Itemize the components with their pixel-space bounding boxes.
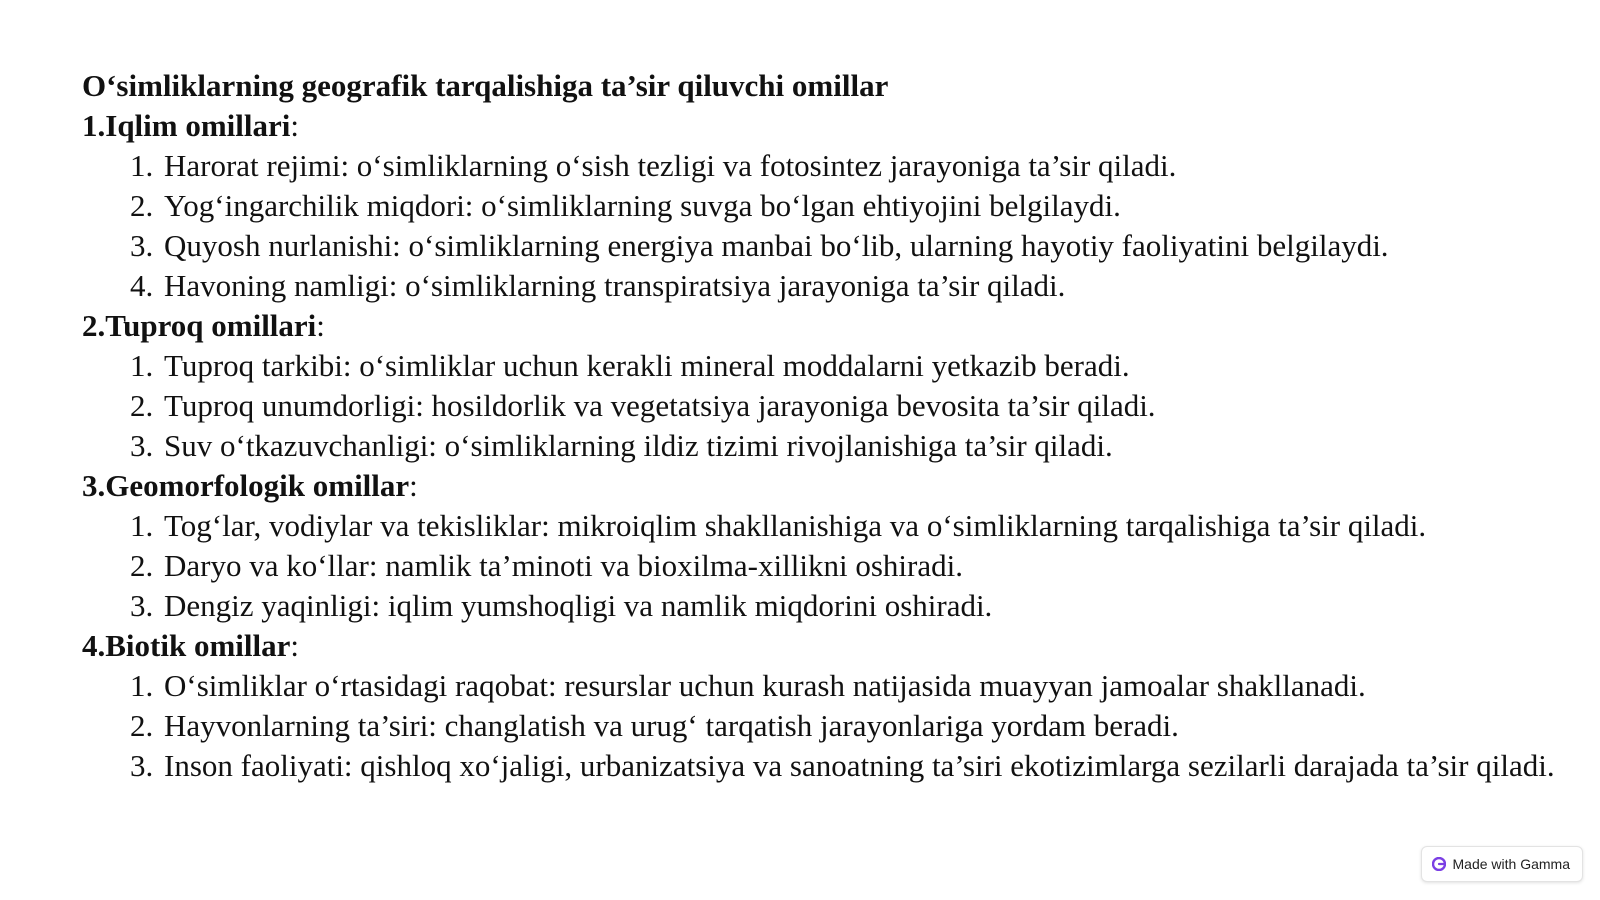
slide-title: O‘simliklarning geografik tarqalishiga ta’sir qiluvchi omillar bbox=[82, 68, 889, 103]
list-item-text: Suv o‘tkazuvchanligi: o‘simliklarning ildiz tizimi rivojlanishiga ta’sir qiladi. bbox=[164, 428, 1113, 463]
list-item-number: 2. bbox=[130, 548, 154, 583]
section-item-list bbox=[82, 506, 1582, 626]
made-with-gamma-badge[interactable] bbox=[1421, 846, 1583, 882]
section-heading-text bbox=[82, 108, 290, 143]
list-item-text: Tuproq unumdorligi: hosildorlik va vegetatsiya jarayoniga bevosita ta’sir qiladi. bbox=[164, 388, 1156, 423]
slide-content bbox=[82, 66, 1582, 786]
list-item-text: Quyosh nurlanishi: o‘simliklarning energiya manbai bo‘lib, ularning hayotiy faoliyatini belgilaydi. bbox=[164, 228, 1389, 263]
gamma-logo-icon bbox=[1432, 857, 1446, 871]
list-item bbox=[82, 666, 1582, 706]
list-item-text: Harorat rejimi: o‘simliklarning o‘sish tezligi va fotosintez jarayoniga ta’sir qiladi. bbox=[164, 148, 1177, 183]
list-item bbox=[82, 506, 1582, 546]
list-item-text: Hayvonlarning ta’siri: changlatish va urug‘ tarqatish jarayonlariga yordam beradi. bbox=[164, 708, 1179, 743]
list-item-number: 2. bbox=[130, 708, 154, 743]
list-item-number: 1. bbox=[130, 668, 154, 703]
section-item-list bbox=[82, 666, 1582, 786]
section-number: 1. bbox=[82, 108, 106, 143]
sections-container bbox=[82, 106, 1582, 786]
list-item bbox=[82, 346, 1582, 386]
list-item-text: O‘simliklar o‘rtasidagi raqobat: resurslar uchun kurash natijasida muayyan jamoalar shakllanadi. bbox=[164, 668, 1366, 703]
list-item bbox=[82, 706, 1582, 746]
section-colon: : bbox=[290, 628, 300, 663]
list-item-number: 3. bbox=[130, 588, 154, 623]
list-item-number: 3. bbox=[130, 748, 154, 783]
list-item bbox=[82, 586, 1582, 626]
list-item-text: Daryo va ko‘llar: namlik ta’minoti va bioxilma-xillikni oshiradi. bbox=[164, 548, 963, 583]
section-title: Tuproq omillari bbox=[105, 308, 317, 343]
section-heading-text bbox=[82, 628, 290, 663]
section-title: Geomorfologik omillar bbox=[105, 468, 410, 503]
list-item bbox=[82, 146, 1582, 186]
section-title: Biotik omillar bbox=[105, 628, 291, 663]
section-heading bbox=[82, 466, 1582, 506]
list-item-text: Dengiz yaqinligi: iqlim yumshoqligi va namlik miqdorini oshiradi. bbox=[164, 588, 993, 623]
list-item-number: 1. bbox=[130, 148, 154, 183]
section-heading bbox=[82, 626, 1582, 666]
list-item bbox=[82, 746, 1582, 786]
list-item bbox=[82, 186, 1582, 226]
section-number: 4. bbox=[82, 628, 106, 663]
list-item bbox=[82, 546, 1582, 586]
badge-label: Made with Gamma bbox=[1452, 856, 1570, 872]
section-number: 3. bbox=[82, 468, 106, 503]
section-title: Iqlim omillari bbox=[105, 108, 291, 143]
list-item-number: 4. bbox=[130, 268, 154, 303]
section-item-list bbox=[82, 146, 1582, 306]
list-item-number: 3. bbox=[130, 428, 154, 463]
section-heading-text bbox=[82, 468, 409, 503]
section-heading bbox=[82, 106, 1582, 146]
section-item-list bbox=[82, 346, 1582, 466]
list-item bbox=[82, 226, 1582, 266]
section-heading bbox=[82, 306, 1582, 346]
list-item-number: 3. bbox=[130, 228, 154, 263]
section-colon: : bbox=[290, 108, 300, 143]
list-item-text: Tog‘lar, vodiylar va tekisliklar: mikroiqlim shakllanishiga va o‘simliklarning tarqalishiga ta’sir qiladi. bbox=[164, 508, 1427, 543]
list-item-text: Inson faoliyati: qishloq xo‘jaligi, urbanizatsiya va sanoatning ta’siri ekotizimlarga sezilarli darajada ta’sir qiladi. bbox=[164, 748, 1555, 783]
section-colon: : bbox=[409, 468, 418, 503]
list-item-text: Havoning namligi: o‘simliklarning transpiratsiya jarayoniga ta’sir qiladi. bbox=[164, 268, 1066, 303]
list-item bbox=[82, 426, 1582, 466]
list-item-number: 1. bbox=[130, 508, 154, 543]
list-item-text: Yog‘ingarchilik miqdori: o‘simliklarning suvga bo‘lgan ehtiyojini belgilaydi. bbox=[164, 188, 1121, 223]
section-colon: : bbox=[316, 308, 325, 343]
list-item-number: 2. bbox=[130, 188, 154, 223]
section-heading-text bbox=[82, 308, 316, 343]
list-item-text: Tuproq tarkibi: o‘simliklar uchun kerakli mineral moddalarni yetkazib beradi. bbox=[164, 348, 1130, 383]
list-item bbox=[82, 386, 1582, 426]
list-item bbox=[82, 266, 1582, 306]
list-item-number: 2. bbox=[130, 388, 154, 423]
section-number: 2. bbox=[82, 308, 106, 343]
list-item-number: 1. bbox=[130, 348, 154, 383]
